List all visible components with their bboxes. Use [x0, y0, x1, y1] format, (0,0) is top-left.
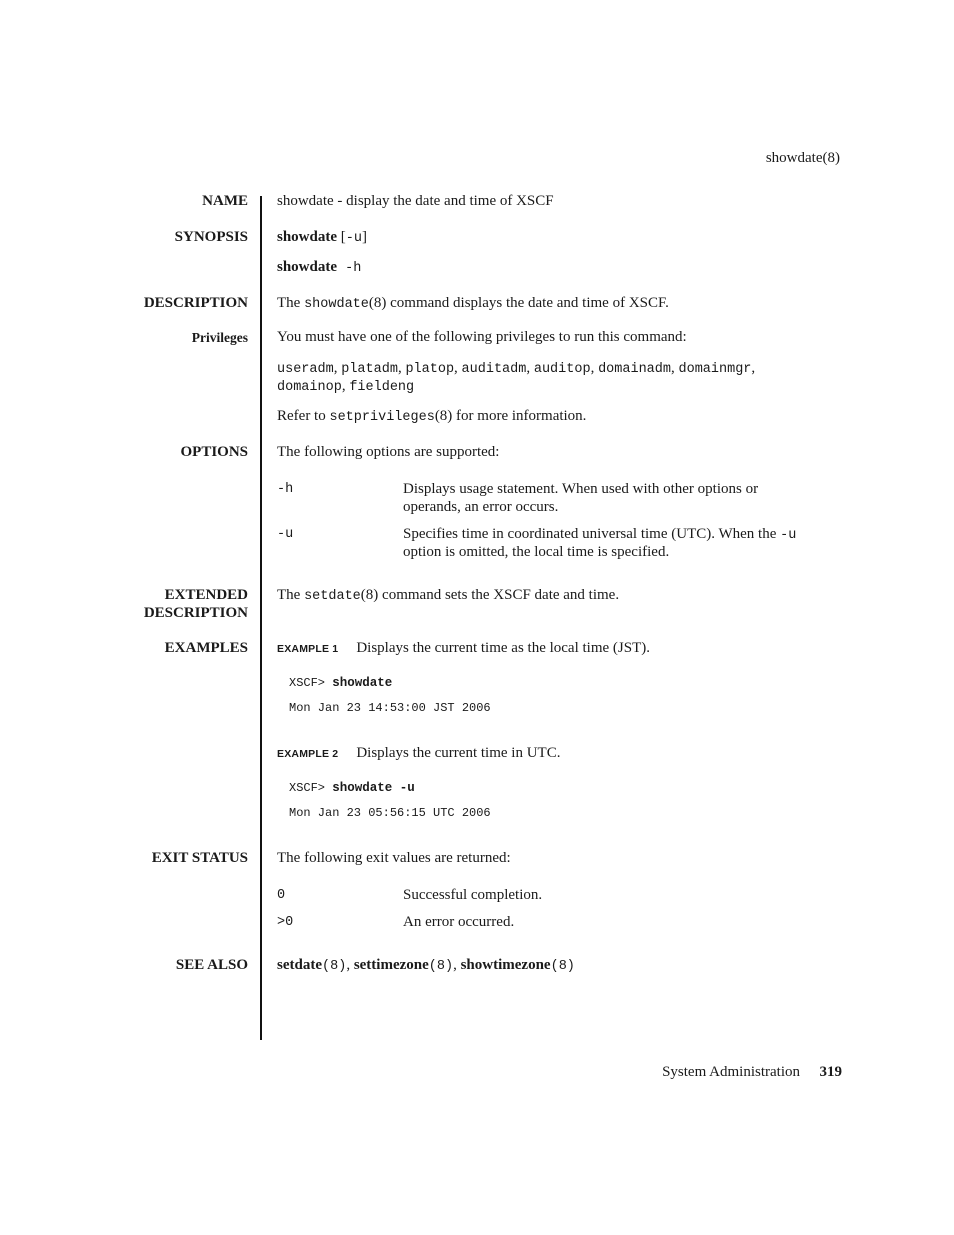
- privilege-item: domainop: [277, 380, 342, 395]
- example-command-line: [289, 676, 392, 690]
- example-caption: [277, 744, 560, 763]
- privilege-item: auditadm: [461, 362, 527, 377]
- running-header: showdate(8): [765, 150, 840, 166]
- synopsis-bracket-close: ]: [361, 229, 367, 245]
- option-desc-line: operands, an error occurs.: [403, 499, 559, 515]
- option-desc-line: option is omitted, the local time is specified.: [403, 544, 670, 560]
- see-also-sep: ,: [346, 957, 354, 973]
- example-output: Mon Jan 23 05:56:15 UTC 2006: [289, 806, 491, 820]
- see-also-sep: ,: [453, 957, 461, 973]
- synopsis-option: -h: [337, 261, 362, 276]
- heading-options: OPTIONS: [180, 444, 248, 460]
- description-post: (8) command displays the date and time of XSCF.: [368, 295, 669, 311]
- option-flag: -h: [277, 482, 294, 497]
- heading-extended: EXTENDED: [164, 587, 248, 603]
- example-prompt: XSCF>: [289, 781, 333, 795]
- description-text: [277, 294, 669, 314]
- privilege-sep: ,: [397, 360, 406, 376]
- option-flag: -u: [277, 527, 294, 542]
- example-command-line: [289, 781, 415, 795]
- privilege-item: domainmgr: [678, 362, 752, 377]
- heading-name: NAME: [202, 193, 248, 209]
- refer-post: (8) for more information.: [434, 408, 587, 424]
- synopsis-command: showdate: [277, 229, 338, 245]
- see-also-ref: showtimezone: [460, 957, 551, 973]
- vertical-rule: [260, 196, 262, 1040]
- privilege-item: fieldeng: [349, 380, 415, 395]
- extended-text: [277, 586, 619, 606]
- privileges-refer: [277, 407, 586, 427]
- synopsis-command: showdate: [277, 259, 338, 275]
- option-desc-text: Specifies time in coordinated universal time (UTC). When the: [403, 526, 781, 542]
- privilege-item: useradm: [277, 362, 334, 377]
- exit-value: 0: [277, 888, 286, 903]
- see-also-ref: settimezone: [353, 957, 429, 973]
- privilege-item: platadm: [341, 362, 398, 377]
- heading-description: DESCRIPTION: [143, 295, 248, 311]
- privileges-intro: You must have one of the following privileges to run this command:: [277, 329, 687, 345]
- name-text: showdate - display the date and time of XSCF: [277, 193, 554, 209]
- heading-see-also: SEE ALSO: [175, 957, 248, 973]
- exit-desc: An error occurred.: [403, 914, 515, 930]
- example-command: showdate: [332, 676, 393, 690]
- heading-exit-status: EXIT STATUS: [151, 850, 248, 866]
- example-prompt: XSCF>: [289, 676, 333, 690]
- refer-command: setprivileges: [329, 410, 435, 425]
- see-also-sect: (8): [428, 959, 454, 974]
- extended-pre: The: [277, 587, 305, 603]
- refer-pre: Refer to: [277, 408, 330, 424]
- extended-post: (8) command sets the XSCF date and time.: [360, 587, 620, 603]
- heading-synopsis: SYNOPSIS: [174, 229, 248, 245]
- synopsis-option: -u: [345, 231, 362, 246]
- extended-command: setdate: [304, 589, 361, 604]
- heading-extended-2: DESCRIPTION: [143, 605, 248, 621]
- privilege-sep: ,: [590, 360, 599, 376]
- example-output: Mon Jan 23 14:53:00 JST 2006: [289, 701, 491, 715]
- privilege-item: domainadm: [598, 362, 671, 377]
- example-label: EXAMPLE 1: [277, 643, 339, 655]
- options-intro: The following options are supported:: [277, 444, 500, 460]
- heading-privileges: Privileges: [191, 330, 248, 345]
- exit-intro: The following exit values are returned:: [277, 850, 511, 866]
- privileges-list-line-2: [277, 377, 414, 397]
- example-caption: [277, 639, 650, 658]
- heading-examples: EXAMPLES: [164, 640, 248, 656]
- privilege-item: auditop: [533, 362, 591, 377]
- see-also-sect: (8): [550, 959, 575, 974]
- description-pre: The: [277, 295, 305, 311]
- privilege-sep: ,: [526, 360, 534, 376]
- option-desc-line: [403, 525, 796, 545]
- synopsis-bracket-open: [: [337, 229, 346, 245]
- example-caption-text: Displays the current time in UTC.: [356, 745, 561, 761]
- page-number: 319: [819, 1064, 842, 1080]
- example-command: showdate -u: [332, 781, 415, 795]
- exit-value: >0: [277, 915, 294, 930]
- privilege-sep: ,: [341, 378, 350, 394]
- see-also-refs: [277, 956, 575, 976]
- privilege-sep: ,: [333, 360, 342, 376]
- exit-desc: Successful completion.: [403, 887, 543, 903]
- footer-title: System Administration: [662, 1064, 800, 1080]
- example-caption-text: Displays the current time as the local time (JST).: [356, 640, 650, 656]
- description-command: showdate: [304, 297, 369, 312]
- see-also-sect: (8): [322, 959, 347, 974]
- privilege-item: platop: [405, 362, 455, 377]
- privilege-sep: ,: [454, 360, 462, 376]
- synopsis-line-1: [277, 228, 367, 248]
- privileges-list-line-1: [277, 359, 755, 379]
- synopsis-line-2: [277, 258, 361, 278]
- example-label: EXAMPLE 2: [277, 748, 339, 760]
- option-desc-code: -u: [780, 528, 797, 543]
- option-desc-line: Displays usage statement. When used with other options or: [403, 481, 759, 497]
- see-also-ref: setdate: [277, 957, 322, 973]
- privilege-sep: ,: [671, 360, 679, 376]
- privilege-sep: ,: [751, 360, 756, 376]
